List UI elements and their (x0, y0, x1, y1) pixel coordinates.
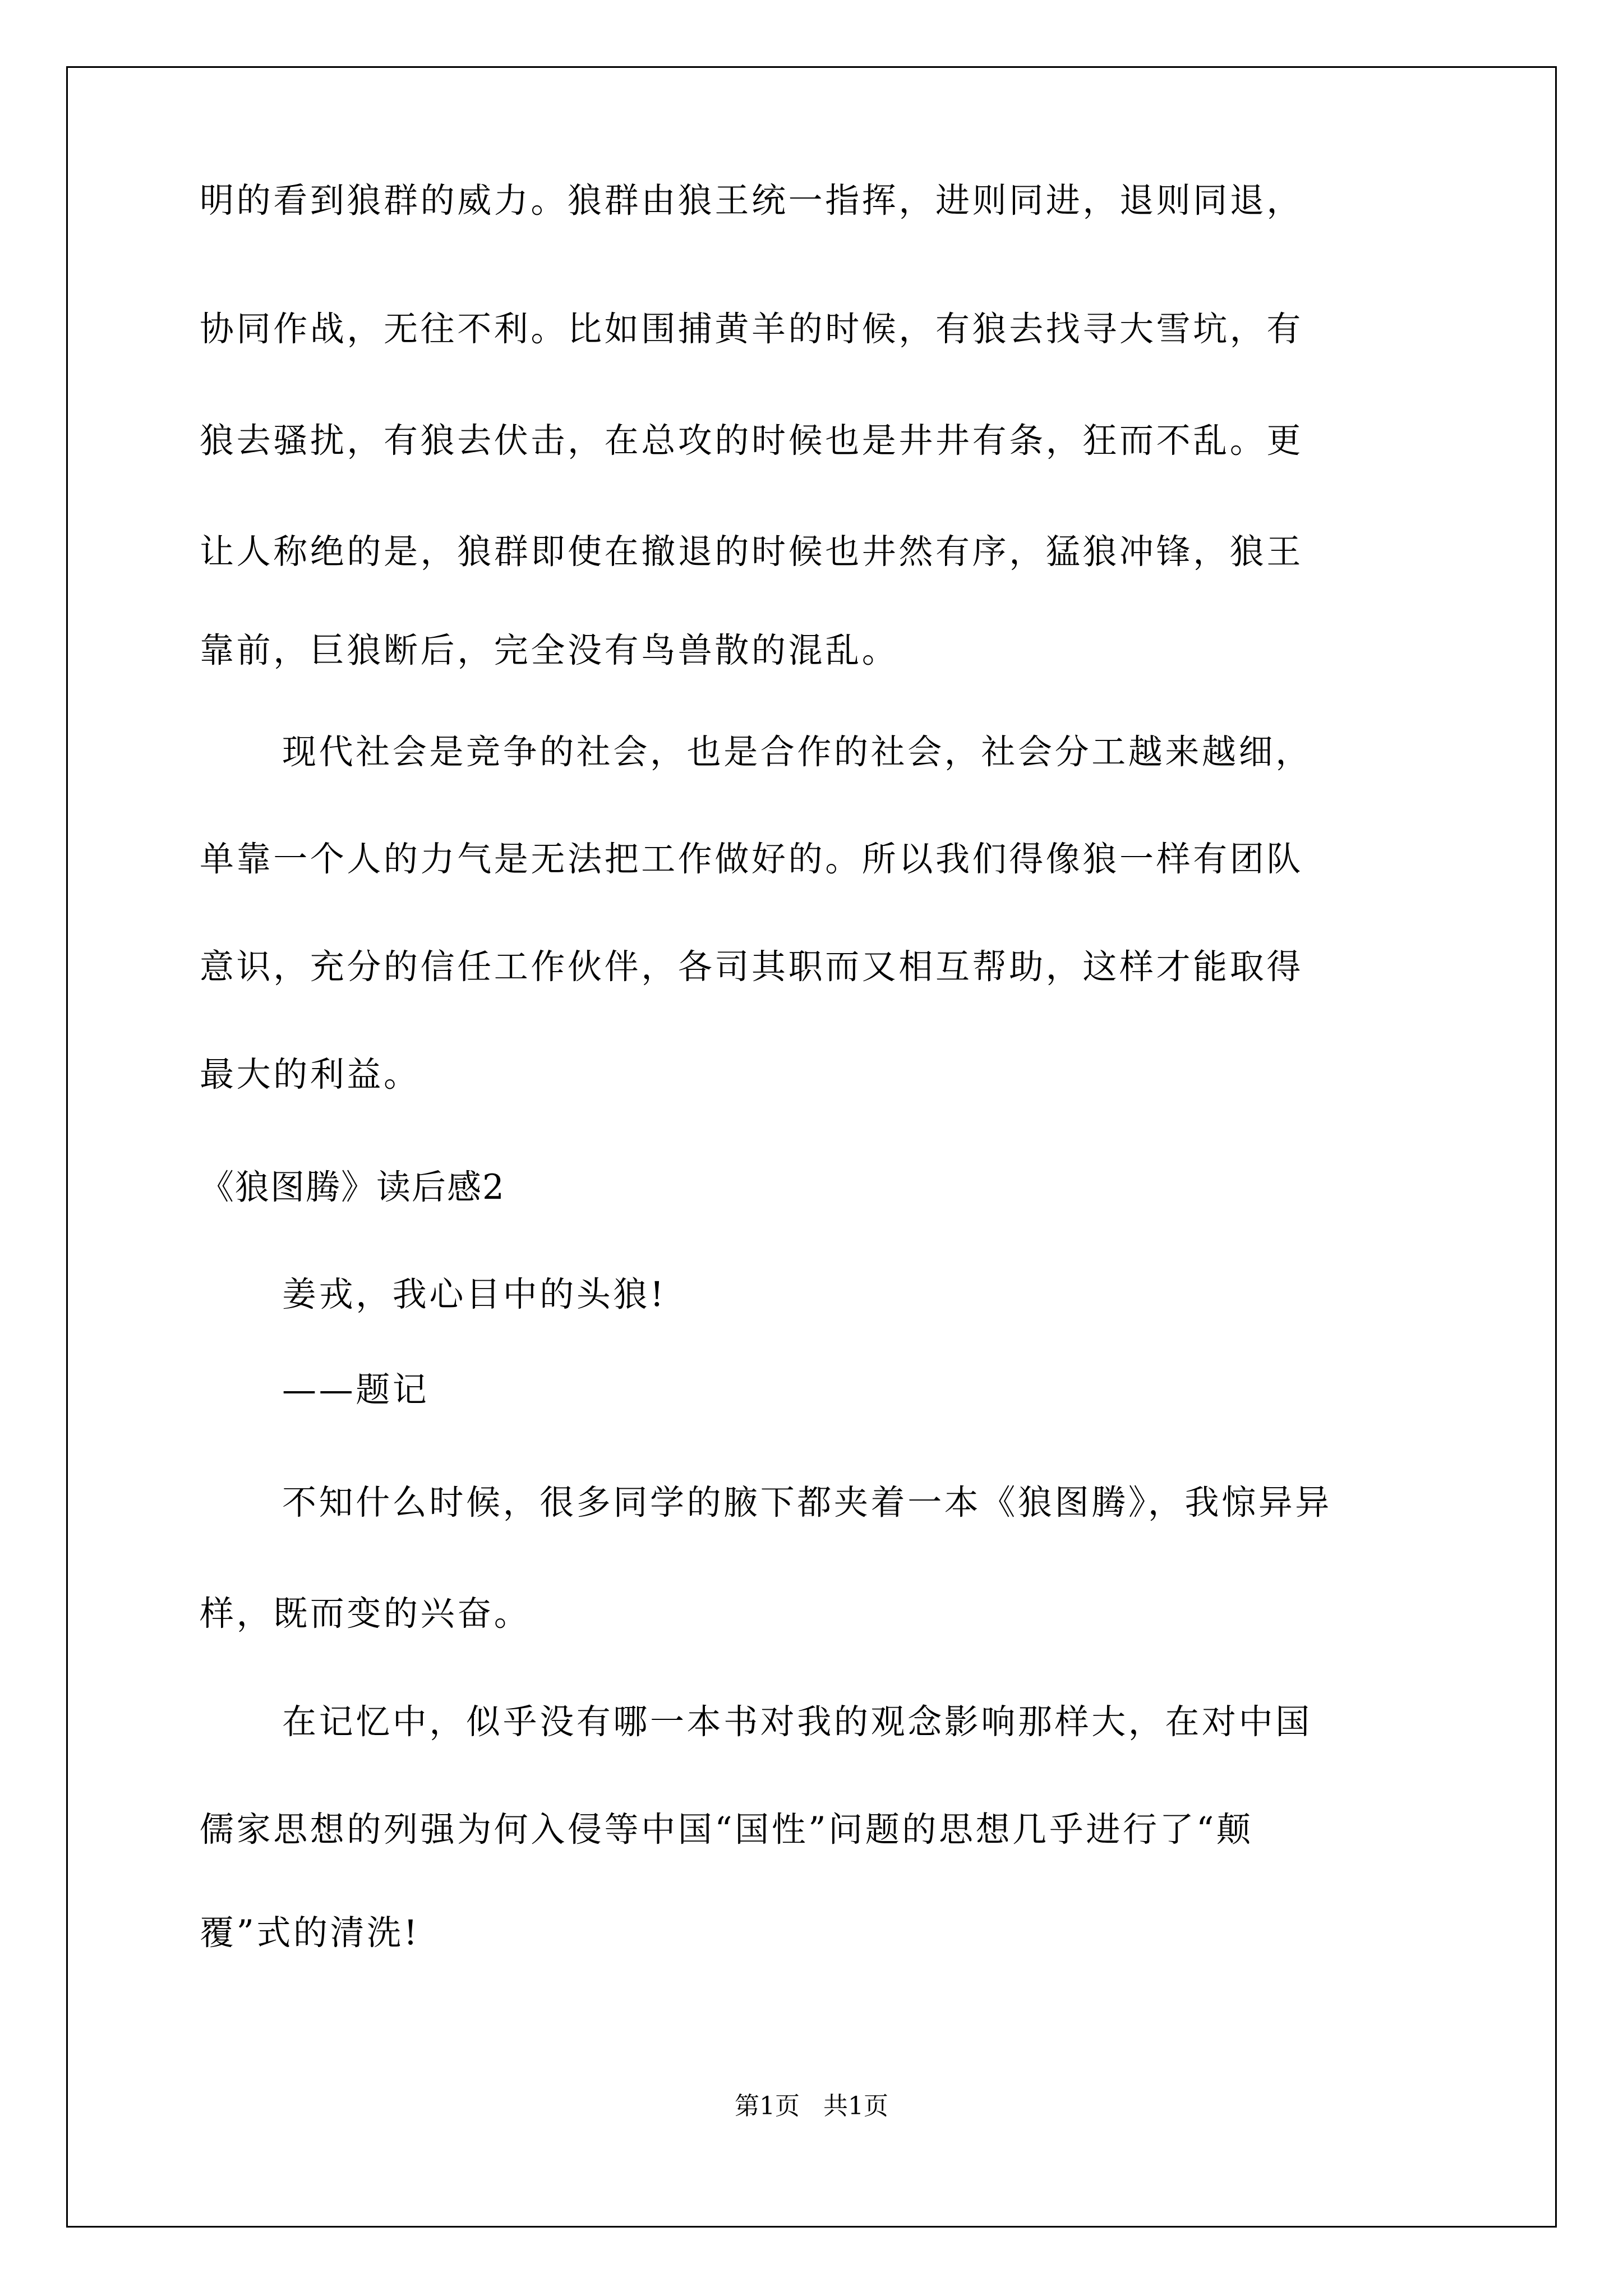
text-line: ——题记 (282, 1370, 430, 1410)
text-line: 样，既而变的兴奋。 (200, 1594, 531, 1634)
section-heading: 《狼图腾》读后感2 (200, 1167, 505, 1207)
text-line: 不知什么时候，很多同学的腋下都夹着一本《狼图腾》，我惊异异 (282, 1483, 1332, 1522)
page-number: 第1页 (735, 2092, 800, 2120)
text-line: 姜戎，我心目中的头狼! (282, 1274, 667, 1314)
text-line: 单靠一个人的力气是无法把工作做好的。所以我们得像狼一样有团队 (200, 839, 1304, 879)
text-line: 覆”式的清洗! (200, 1913, 420, 1953)
text-line: 让人称绝的是，狼群即使在撤退的时候也井然有序，猛狼冲锋，狼王 (200, 532, 1304, 572)
text-line: 儒家思想的列强为何入侵等中国“国性”问题的思想几乎进行了“颠 (200, 1810, 1253, 1849)
page-total: 共1页 (823, 2092, 888, 2120)
text-line: 靠前，巨狼断后，完全没有鸟兽散的混乱。 (200, 631, 899, 670)
text-line: 现代社会是竞争的社会，也是合作的社会，社会分工越来越细， (282, 732, 1312, 772)
text-line: 明的看到狼群的威力。狼群由狼王统一指挥，进则同进，退则同退， (200, 181, 1304, 220)
text-line: 意识，充分的信任工作伙伴，各司其职而又相互帮助，这样才能取得 (200, 947, 1304, 987)
text-line: 在记忆中，似乎没有哪一本书对我的观念影响那样大，在对中国 (282, 1702, 1312, 1742)
text-line: 协同作战，无往不利。比如围捕黄羊的时候，有狼去找寻大雪坑，有 (200, 309, 1304, 349)
text-line: 最大的利益。 (200, 1055, 421, 1094)
page-footer (0, 2090, 1623, 2123)
text-line: 狼去骚扰，有狼去伏击，在总攻的时候也是井井有条，狂而不乱。更 (200, 421, 1304, 461)
page-border (66, 66, 1557, 2228)
